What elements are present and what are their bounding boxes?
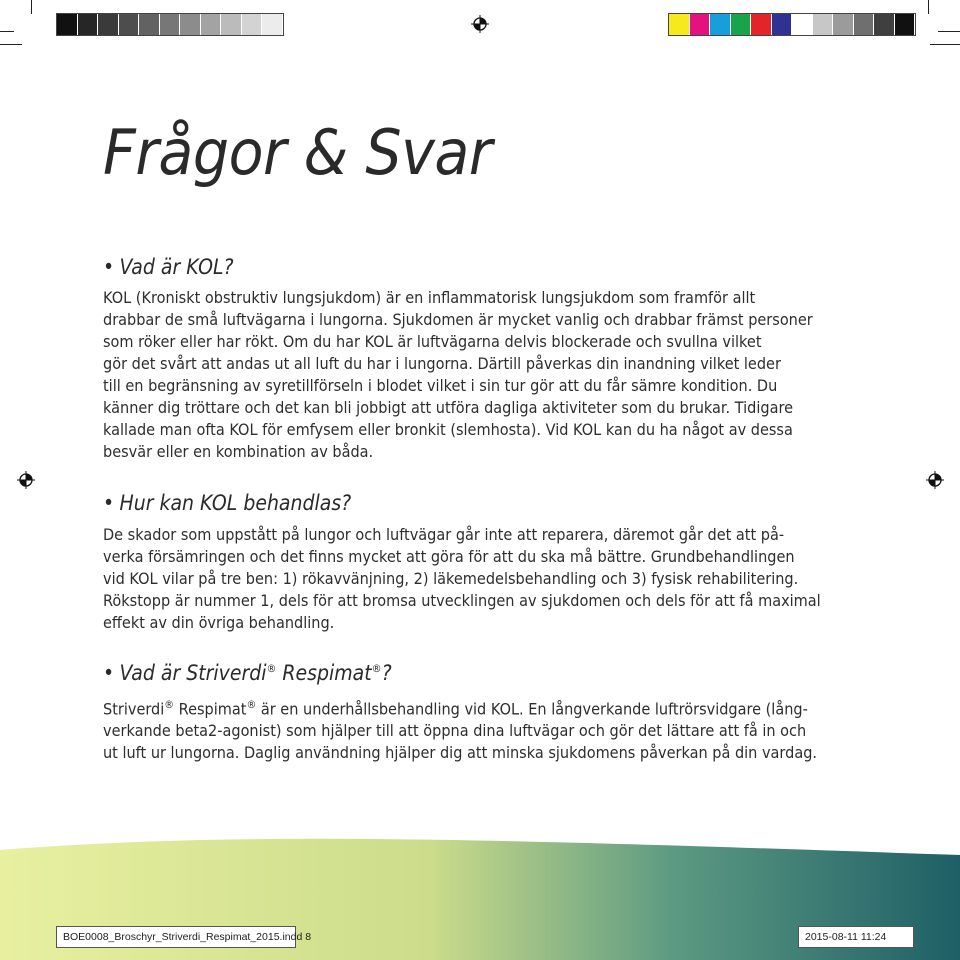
section-heading: [103, 491, 351, 515]
paragraph-line: verka försämringen och det finns mycket att göra för att du ska må bättre. Grundbehandlingen: [103, 547, 795, 566]
gray-swatch: [201, 14, 222, 35]
paragraph-line: kallade man ofta KOL för emfysem eller bronkit (slemhosta). Vid KOL kan du ha något av dessa: [103, 420, 793, 439]
paragraph-line: som röker eller har rökt. Om du har KOL är luftvägarna delvis blockerade och svullna vilket: [103, 332, 762, 351]
paragraph-line: [103, 694, 815, 720]
gray-swatch: [262, 14, 283, 35]
answer-paragraph: [103, 524, 903, 634]
color-swatch: [690, 14, 711, 35]
answer-paragraph: [103, 694, 903, 764]
question-text: Vad är Striverdi: [119, 661, 267, 685]
gray-swatch: [242, 14, 263, 35]
bullet: •: [103, 661, 115, 685]
registered-mark: ®: [164, 698, 175, 711]
crop-mark-top-left-h2: [0, 44, 22, 45]
question-text: Vad är KOL?: [119, 255, 234, 279]
color-swatch: [874, 14, 895, 35]
section-heading: [103, 255, 234, 279]
paragraph-line: känner dig tröttare och det kan bli jobbigt att utföra dagliga aktiviteter som du brukar. Tidigare: [103, 398, 794, 417]
paragraph-line: till en begränsning av syretillförseln i blodet vilket i sin tur gör att du får sämre kondition. Du: [103, 376, 778, 395]
registered-mark: ®: [246, 698, 257, 711]
registration-mark-right-icon: [926, 471, 944, 489]
question-text: ?: [381, 661, 392, 685]
brand-text: Respimat: [174, 699, 247, 719]
paragraph-line: verkande beta2-agonist) som hjälper till att öppna dina luftvägar och gör det lättare att få in och: [103, 721, 807, 741]
registration-mark-top-icon: [471, 15, 489, 33]
color-swatch: [895, 14, 916, 35]
paragraph-line: Rökstopp är nummer 1, dels för att bromsa utvecklingen av sjukdomen och dels för att få maximal: [103, 591, 821, 610]
crop-mark-top-right-h: [938, 31, 960, 32]
color-swatch: [833, 14, 854, 35]
page-title: Frågor & Svar: [103, 116, 492, 189]
crop-mark-top-right-v: [928, 0, 929, 14]
gray-swatch: [180, 14, 201, 35]
color-swatch: [731, 14, 752, 35]
color-swatch: [854, 14, 875, 35]
registration-mark-left-icon: [17, 471, 35, 489]
paragraph-line: besvär eller en kombination av båda.: [103, 442, 374, 461]
grayscale-color-bar: [56, 13, 284, 36]
line-text: är en underhållsbehandling vid KOL. En långverkande luftrörsvidgare (lång-: [256, 699, 808, 719]
crop-mark-top-right-h2: [930, 44, 960, 45]
question-text: Respimat: [276, 661, 372, 685]
process-color-bar: [668, 13, 916, 36]
paragraph-line: effekt av din övriga behandling.: [103, 613, 335, 632]
brand-text: Striverdi: [103, 699, 165, 719]
registered-mark: ®: [266, 662, 277, 675]
section-heading: [103, 661, 392, 685]
color-swatch: [669, 14, 690, 35]
gray-swatch: [98, 14, 119, 35]
footer-timestamp: 2015-08-11 11:24: [798, 926, 914, 948]
footer-file-info: BOE0008_Broschyr_Striverdi_Respimat_2015.indd 8: [56, 926, 296, 948]
crop-mark-top-left-v: [31, 0, 32, 14]
color-swatch: [772, 14, 793, 35]
paragraph-line: gör det svårt att andas ut all luft du har i lungorna. Därtill påverkas din inandning vilket leder: [103, 354, 781, 373]
question-text: Hur kan KOL behandlas?: [119, 491, 352, 515]
answer-paragraph: [103, 287, 903, 463]
paragraph-line: ut luft ur lungorna. Daglig användning hjälper dig att minska sjukdomens påverkan på din vardag.: [103, 743, 818, 763]
crop-mark-top-left-h: [0, 31, 14, 32]
color-swatch: [751, 14, 772, 35]
color-swatch: [710, 14, 731, 35]
gray-swatch: [139, 14, 160, 35]
paragraph-line: De skador som uppstått på lungor och luftvägar går inte att reparera, däremot går det att på-: [103, 525, 785, 544]
bullet: •: [103, 255, 115, 279]
gray-swatch: [57, 14, 78, 35]
registered-mark: ®: [371, 662, 382, 675]
gray-swatch: [78, 14, 99, 35]
color-swatch: [792, 14, 813, 35]
gray-swatch: [119, 14, 140, 35]
bullet: •: [103, 491, 115, 515]
gray-swatch: [221, 14, 242, 35]
paragraph-line: drabbar de små luftvägarna i lungorna. Sjukdomen är mycket vanlig och drabbar främst personer: [103, 310, 813, 329]
paragraph-line: KOL (Kroniskt obstruktiv lungsjukdom) är en inflammatorisk lungsjukdom som framför allt: [103, 288, 756, 307]
color-swatch: [813, 14, 834, 35]
gray-swatch: [160, 14, 181, 35]
paragraph-line: vid KOL vilar på tre ben: 1) rökavvänjning, 2) läkemedelsbehandling och 3) fysisk rehabilitering.: [103, 569, 799, 588]
